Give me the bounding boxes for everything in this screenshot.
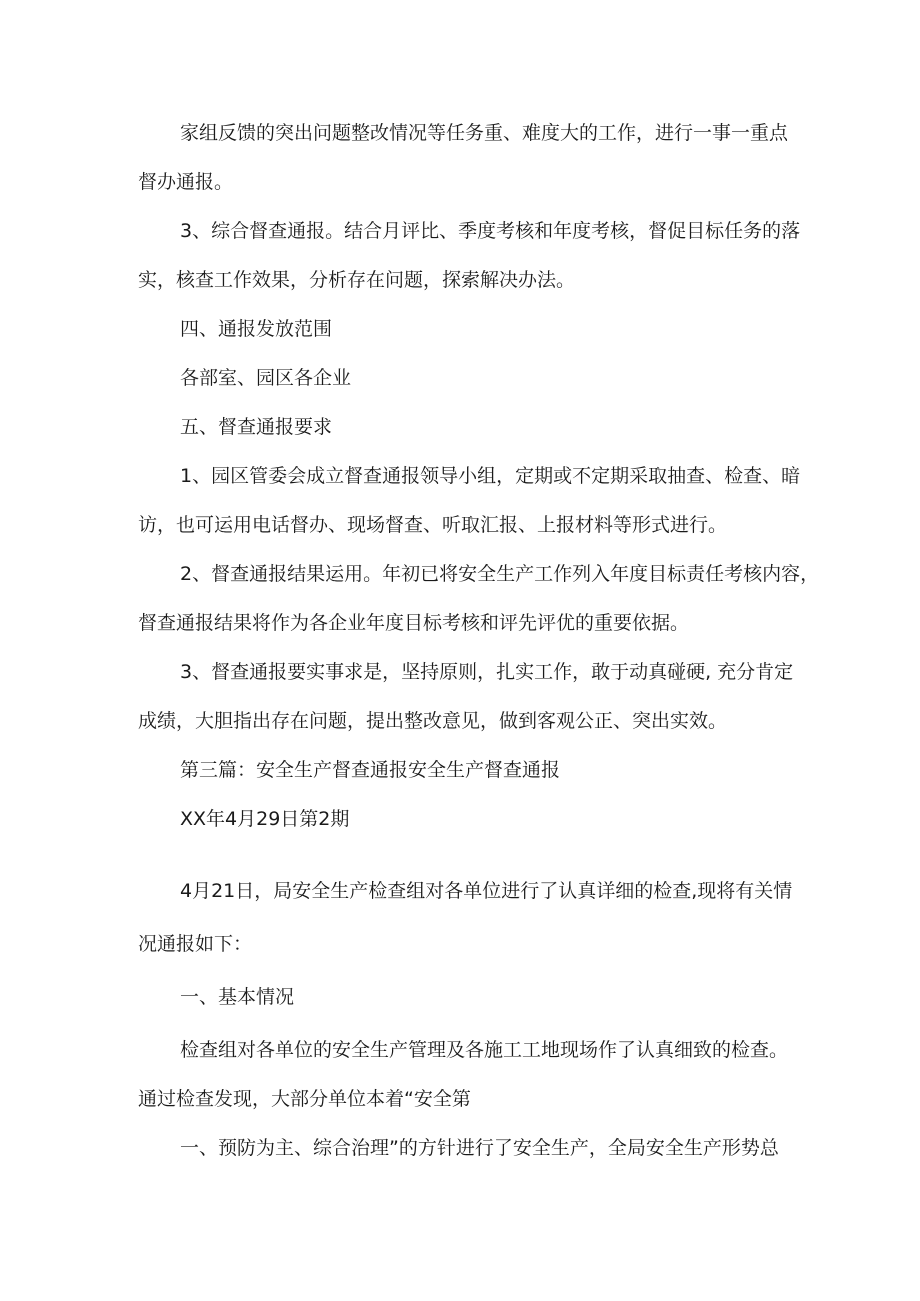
paragraph-line: 检查组对各单位的安全生产管理及各施工工地现场作了认真细致的检查。 <box>180 1039 789 1061</box>
paragraph-line: 3、综合督查通报。结合月评比、季度考核和年度考核，督促目标任务的落 <box>180 220 801 242</box>
section-heading: 五、督查通报要求 <box>180 416 333 438</box>
paragraph-line: 1、园区管委会成立督查通报领导小组，定期或不定期采取抽查、检查、暗 <box>180 465 801 487</box>
section-heading: 一、基本情况 <box>180 986 295 1008</box>
paragraph-line: 督办通报。 <box>138 171 234 193</box>
paragraph-line: 一、预防为主、综合治理”的方针进行了安全生产，全局安全生产形势总 <box>180 1137 779 1159</box>
paragraph-line: 通过检查发现，大部分单位本着“安全第 <box>138 1088 471 1110</box>
paragraph-line: 督查通报结果将作为各企业年度目标考核和评先评优的重要依据。 <box>138 612 690 634</box>
paragraph-line: 2、督查通报结果运用。年初已将安全生产工作列入年度目标责任考核内容， <box>180 563 820 585</box>
paragraph-line: 实，核查工作效果，分析存在问题，探索解决办法。 <box>138 269 576 291</box>
section-heading: 四、通报发放范围 <box>180 318 333 340</box>
paragraph-line: 况通报如下： <box>138 933 253 955</box>
paragraph-line: 访，也可运用电话督办、现场督查、听取汇报、上报材料等形式进行。 <box>138 514 728 536</box>
paragraph-line: 各部室、园区各企业 <box>180 367 352 389</box>
paragraph-line: 4月21日，局安全生产检查组对各单位进行了认真详细的检查,现将有关情 <box>180 880 793 902</box>
paragraph-line: 家组反馈的突出问题整改情况等任务重、难度大的工作，进行一事一重点 <box>180 122 789 144</box>
issue-date: XX年4月29日第2期 <box>180 808 350 830</box>
section-title: 第三篇：安全生产督查通报安全生产督查通报 <box>180 759 561 781</box>
paragraph-line: 成绩，大胆指出存在问题，提出整改意见，做到客观公正、突出实效。 <box>138 710 728 732</box>
paragraph-line: 3、督查通报要实事求是，坚持原则，扎实工作，敢于动真碰硬, 充分肯定 <box>180 661 794 683</box>
